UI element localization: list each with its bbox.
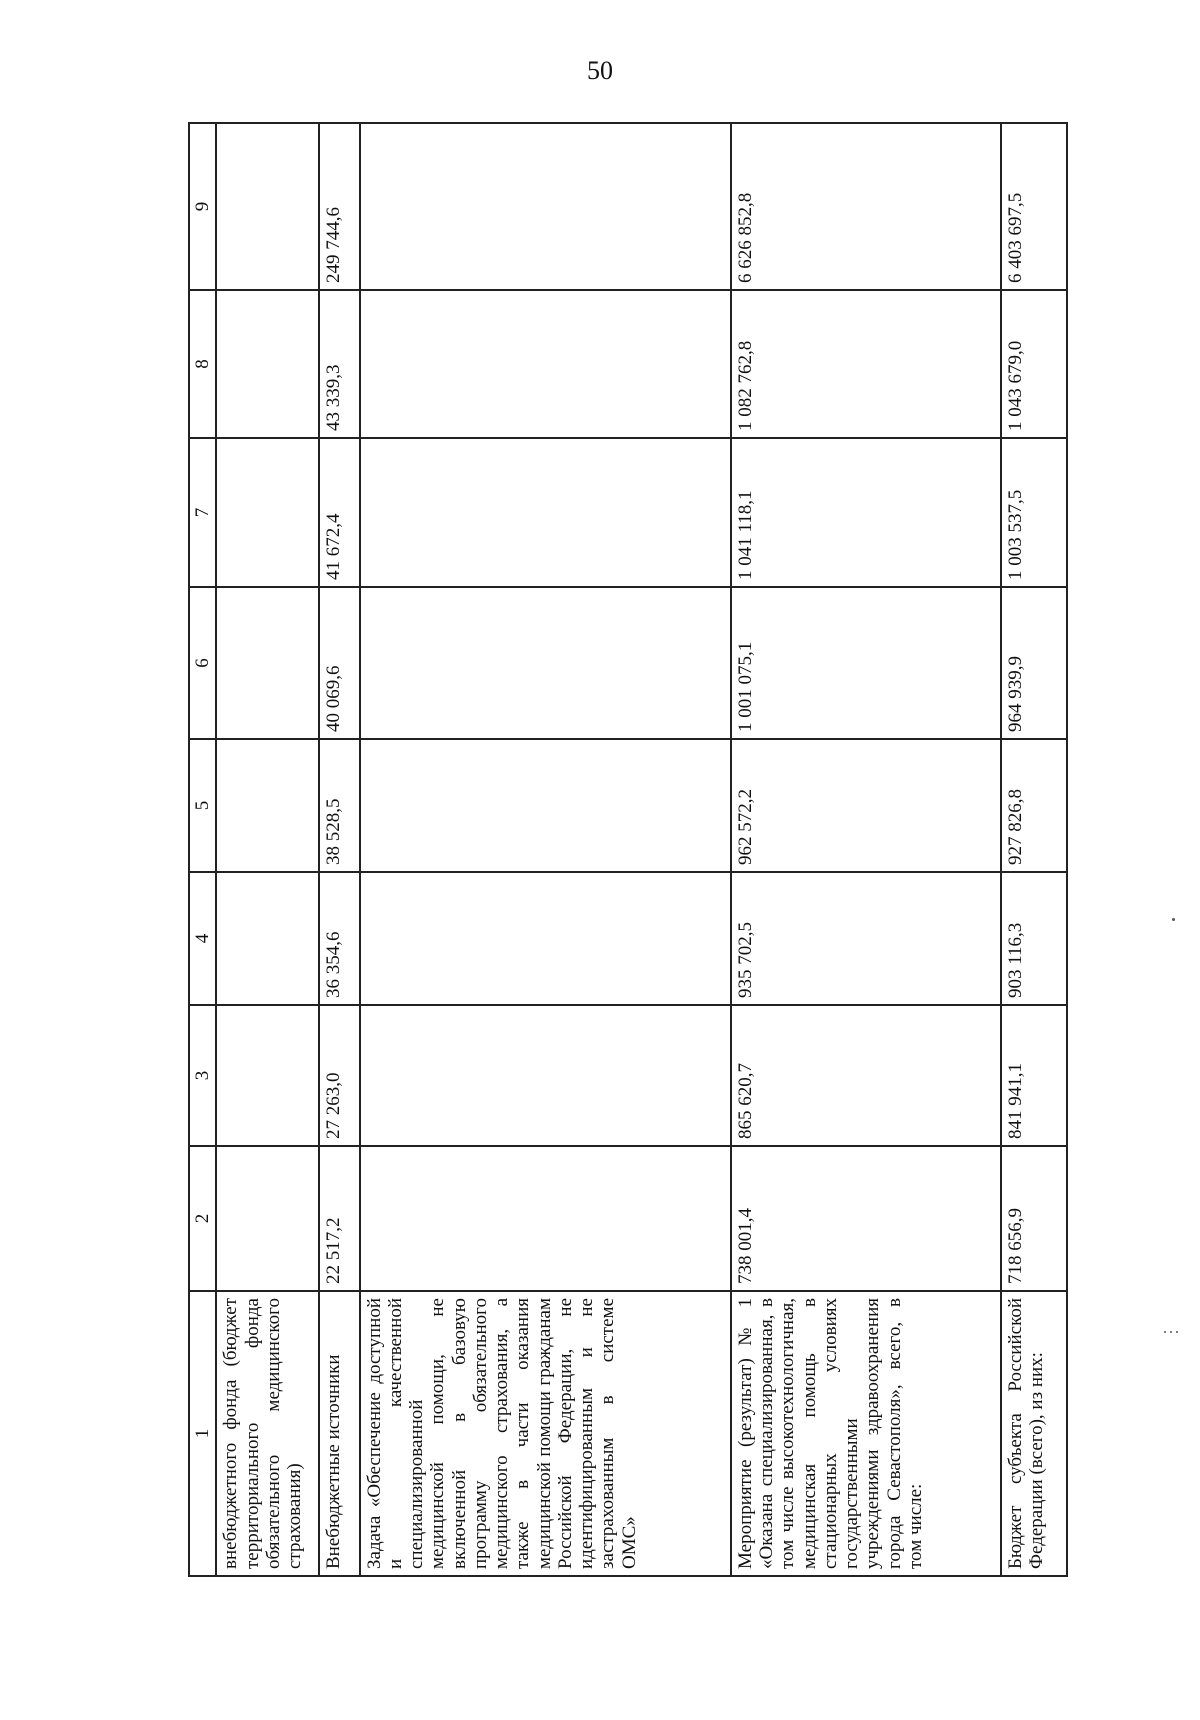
table-cell xyxy=(216,1146,319,1291)
table-cell xyxy=(216,872,319,1005)
table-cell xyxy=(360,1146,731,1291)
table-cell xyxy=(216,1005,319,1146)
table-cell: 1 001 075,1 xyxy=(731,587,1001,739)
table-cell xyxy=(360,290,731,438)
column-header: 9 xyxy=(189,123,216,290)
table-row xyxy=(731,123,1001,1576)
table-cell: 962 572,2 xyxy=(731,739,1001,872)
table-cell: 249 744,6 xyxy=(319,123,360,290)
scan-speck xyxy=(1170,1331,1172,1333)
table-cell: 41 672,4 xyxy=(319,438,360,587)
table-cell: 38 528,5 xyxy=(319,739,360,872)
table-cell: 43 339,3 xyxy=(319,290,360,438)
table-cell: 927 826,8 xyxy=(1001,739,1067,872)
table-cell: 718 656,9 xyxy=(1001,1146,1067,1291)
table-row xyxy=(360,123,731,1576)
table-cell xyxy=(216,123,319,290)
table-cell xyxy=(216,587,319,739)
table-row xyxy=(319,123,360,1576)
table-cell: 36 354,6 xyxy=(319,872,360,1005)
table-cell: 841 941,1 xyxy=(1001,1005,1067,1146)
table-row xyxy=(1001,123,1067,1576)
row-label: Мероприятие (результат) № 1 «Оказана специализированная, в том числе высокотехнологичная, медицинская помощь в стационарных условиях государственными учреждениями здравоохранения города Севастополя», всего, в том числе: xyxy=(731,1291,1001,1576)
table-cell: 27 263,0 xyxy=(319,1005,360,1146)
table-cell: 6 626 852,8 xyxy=(731,123,1001,290)
column-header: 5 xyxy=(189,739,216,872)
column-header: 3 xyxy=(189,1005,216,1146)
table-cell: 1 003 537,5 xyxy=(1001,438,1067,587)
column-header: 2 xyxy=(189,1146,216,1291)
column-header: 6 xyxy=(189,587,216,739)
table-cell: 40 069,6 xyxy=(319,587,360,739)
column-number-row xyxy=(189,123,216,1576)
table-cell: 1 082 762,8 xyxy=(731,290,1001,438)
table-cell: 865 620,7 xyxy=(731,1005,1001,1146)
row-label: Задача «Обеспечение доступной и качественной специализированной медицинской помощи, не включенной в базовую программу обязательного медицинского страхования, а также в части оказания медицинской помощи гражданам Российской Федерации, не идентифицированным и не застрахованным в системе ОМС» xyxy=(360,1291,731,1576)
column-header: 4 xyxy=(189,872,216,1005)
table-cell xyxy=(216,290,319,438)
rotated-table-container xyxy=(188,124,1068,1577)
table-cell: 22 517,2 xyxy=(319,1146,360,1291)
column-header: 8 xyxy=(189,290,216,438)
scan-speck xyxy=(1164,1331,1166,1333)
table-cell: 935 702,5 xyxy=(731,872,1001,1005)
row-label: Бюджет субъекта Российской Федерации (всего), из них: xyxy=(1001,1291,1067,1576)
table-cell: 1 041 118,1 xyxy=(731,438,1001,587)
column-header: 7 xyxy=(189,438,216,587)
scan-speck xyxy=(1176,1331,1178,1333)
table-cell xyxy=(360,587,731,739)
table-cell: 964 939,9 xyxy=(1001,587,1067,739)
table-cell: 1 043 679,0 xyxy=(1001,290,1067,438)
table-cell xyxy=(360,1005,731,1146)
table-cell xyxy=(360,872,731,1005)
table-cell: 738 001,4 xyxy=(731,1146,1001,1291)
budget-table xyxy=(188,122,1068,1577)
table-cell xyxy=(216,438,319,587)
row-label: внебюджетного фонда (бюджет территориального фонда обязательного медицинского страхования) xyxy=(216,1291,319,1576)
page-number: 50 xyxy=(587,56,613,85)
column-header: 1 xyxy=(189,1291,216,1576)
table-cell xyxy=(360,438,731,587)
scan-speck xyxy=(1172,918,1175,921)
table-row xyxy=(216,123,319,1576)
table-cell: 903 116,3 xyxy=(1001,872,1067,1005)
row-label: Внебюджетные источники xyxy=(319,1291,360,1576)
table-cell xyxy=(216,739,319,872)
table-cell xyxy=(360,123,731,290)
table-cell: 6 403 697,5 xyxy=(1001,123,1067,290)
table-cell xyxy=(360,739,731,872)
